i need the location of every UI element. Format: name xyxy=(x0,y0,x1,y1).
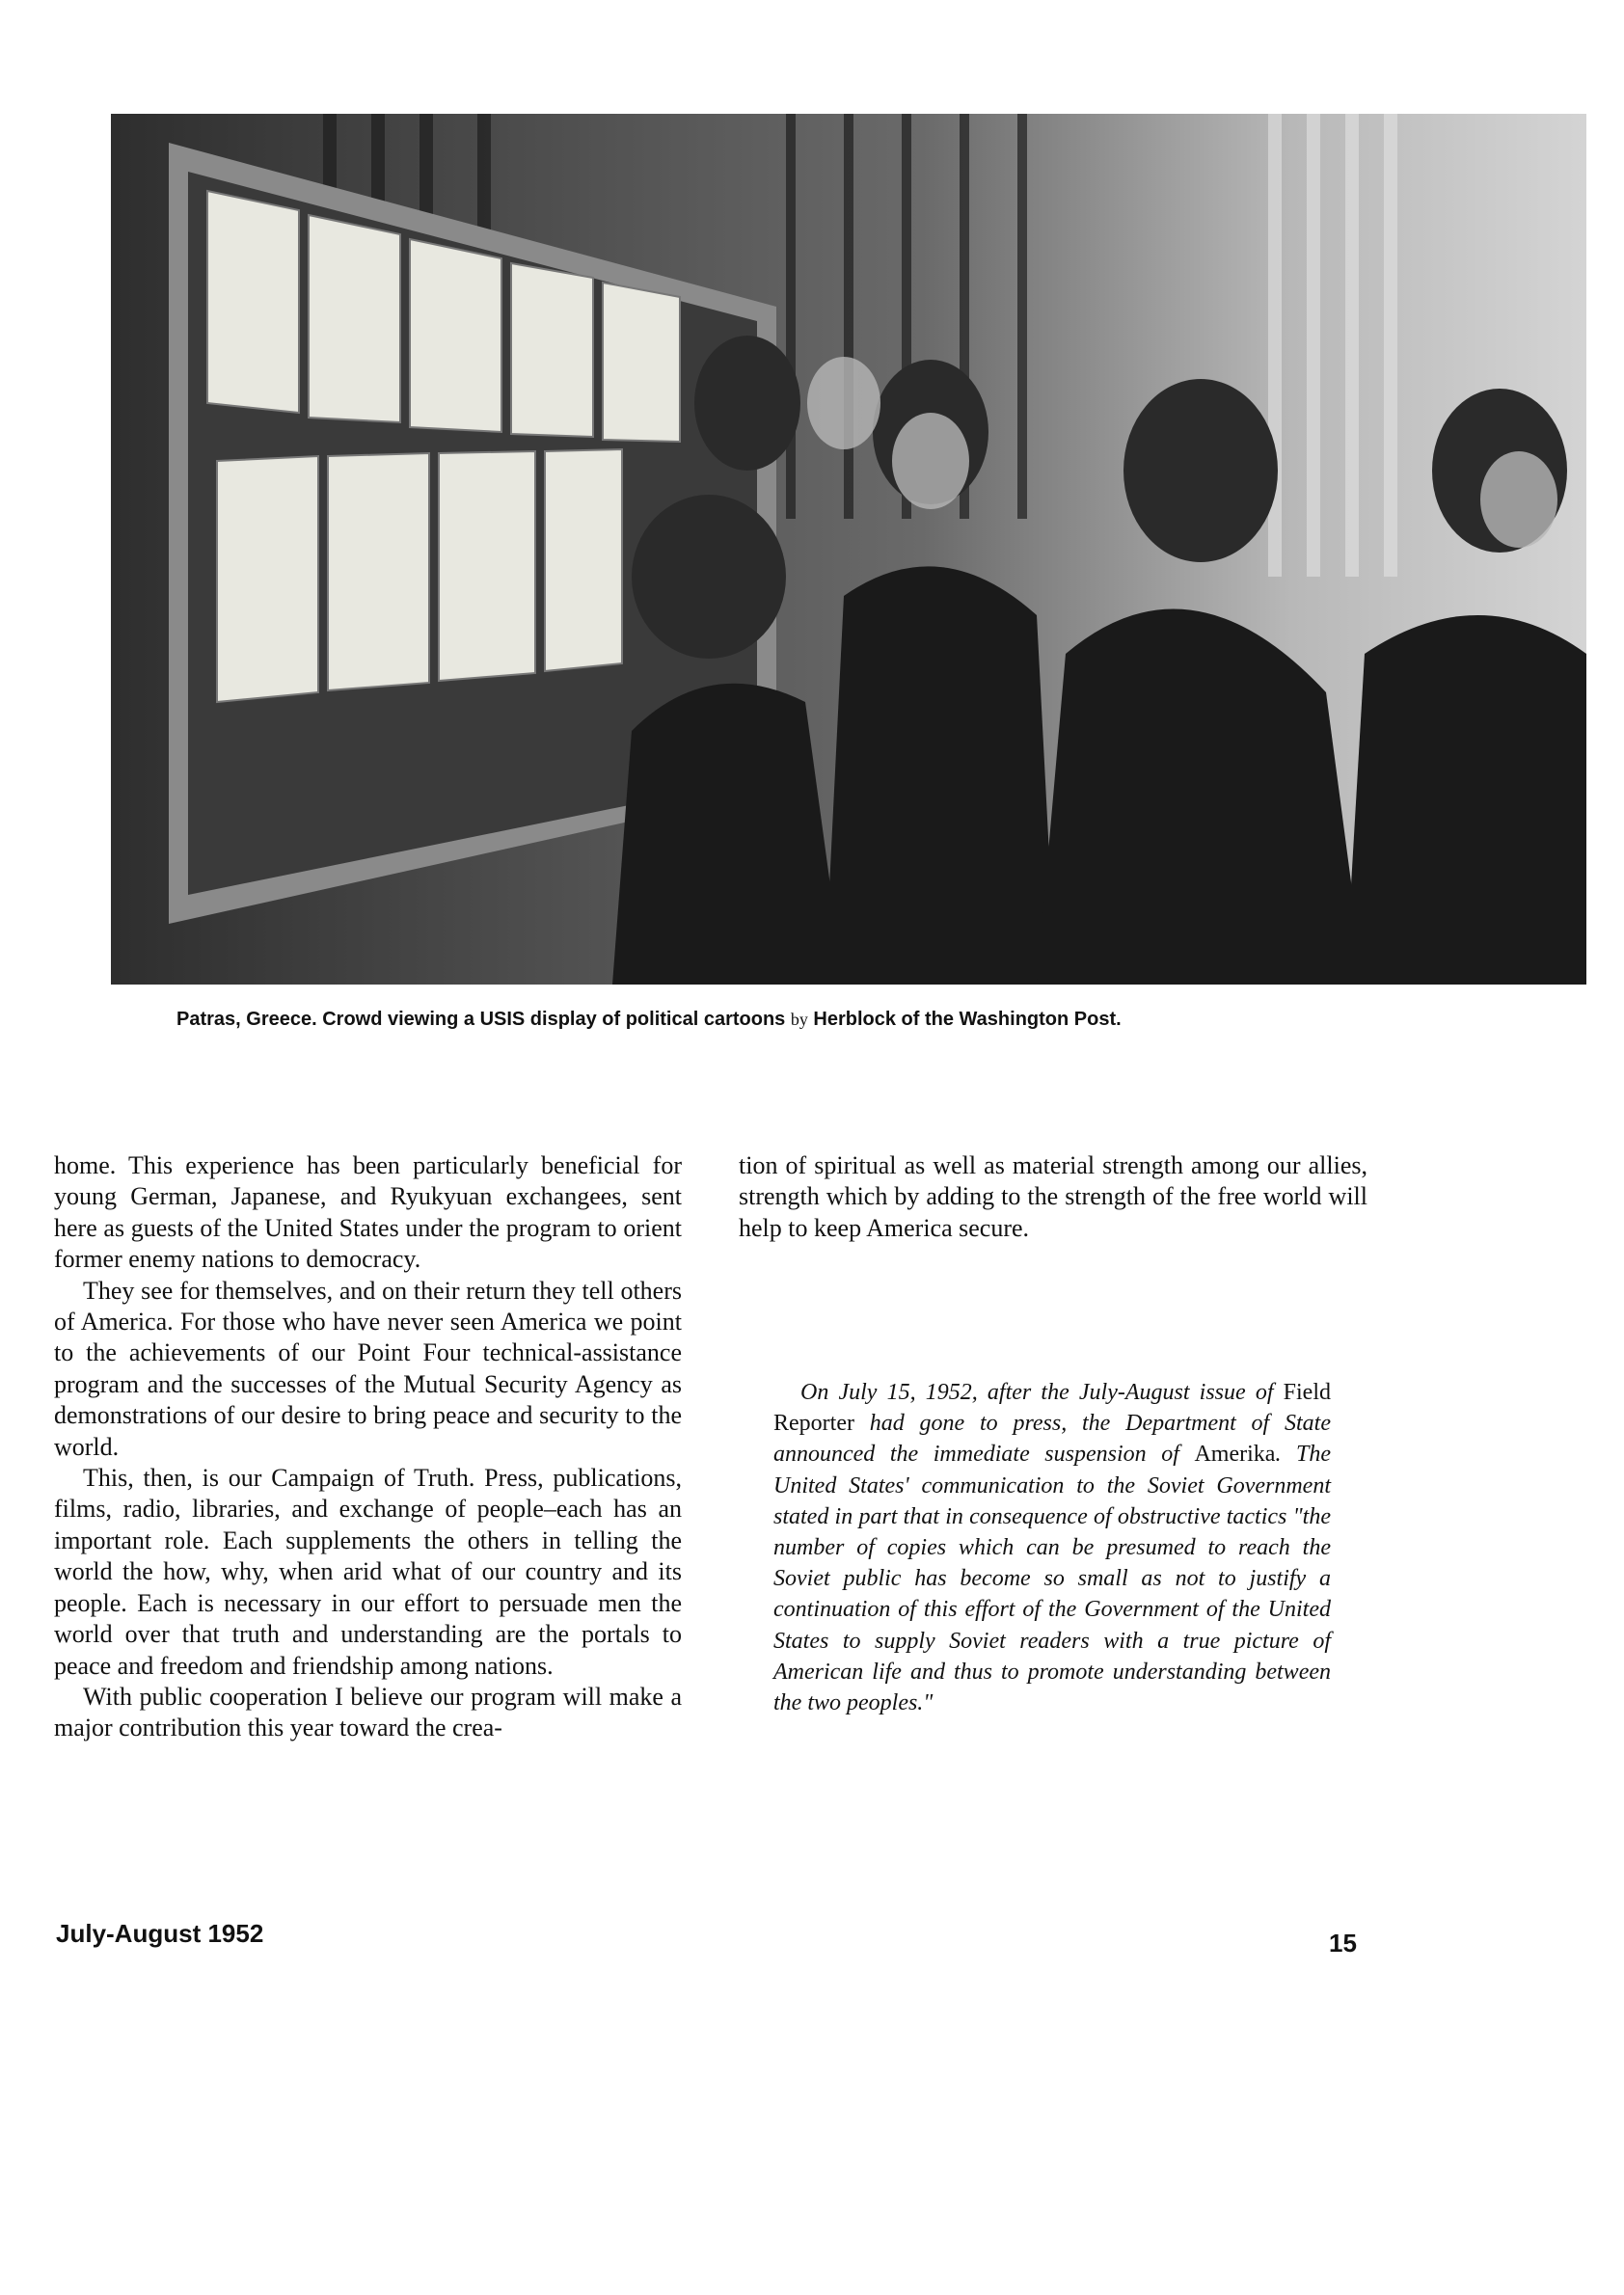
caption-text: Patras, Greece. Crowd viewing a USIS display of political cartoons xyxy=(176,1009,791,1030)
photo-caption xyxy=(176,1007,1430,1032)
left-column xyxy=(54,1150,682,1744)
magazine-name: Amerika xyxy=(1194,1442,1276,1468)
note-paragraph: On July 15, 1952, after the July-August issue of Field Reporter had gone to press, the Department of State announced the immediate suspension of Amerika. The United States' communication to the Soviet Government stated in part that in consequence of obstructive tactics "the number of copies which can be presumed to reach the Soviet public has become so small as not to justify a continuation of this effort of the Government of the United States to supply Soviet readers with a true picture of American life and thus to promote understanding between the two peoples." xyxy=(773,1380,1332,1716)
caption-text-end: Herblock of the Washington Post. xyxy=(807,1009,1122,1030)
publication-name: Field Reporter xyxy=(773,1380,1331,1437)
page-number: 15 xyxy=(1329,1929,1357,1958)
photo-cartoon-display xyxy=(111,114,1586,985)
caption-by: by xyxy=(790,1010,808,1029)
paragraph: They see for themselves, and on their return they tell others of America. For those who have never seen America we point to the achievements of our Point Four technical-assistance program and the successes of the Mutual Security Agency as demonstrations of our desire to bring peace and security to the world. xyxy=(54,1276,682,1461)
right-column xyxy=(739,1150,1367,1244)
paragraph: home. This experience has been particularly beneficial for young German, Japanese, and Ryukyuan exchangees, sent here as guests of the United States under the program to orient former enemy nations to democracy. xyxy=(54,1151,682,1274)
photo-illustration xyxy=(111,114,1586,985)
paragraph: With public cooperation I believe our program will make a major contribution this year toward the crea- xyxy=(54,1682,682,1742)
issue-date: July-August 1952 xyxy=(56,1919,264,1948)
paragraph: tion of spiritual as well as material strength among our allies, strength which by adding to the strength of the free world will help to keep America secure. xyxy=(739,1151,1367,1242)
editor-note xyxy=(773,1377,1331,1718)
paragraph: This, then, is our Campaign of Truth. Press, publications, films, radio, libraries, and exchange of people–each has an important role. Each supplements the others in telling the world the how, why, when arid what of our country and its people. Each is necessary in our effort to persuade men the world over that truth and understanding are the portals to peace and freedom and friendship among nations. xyxy=(54,1464,682,1680)
